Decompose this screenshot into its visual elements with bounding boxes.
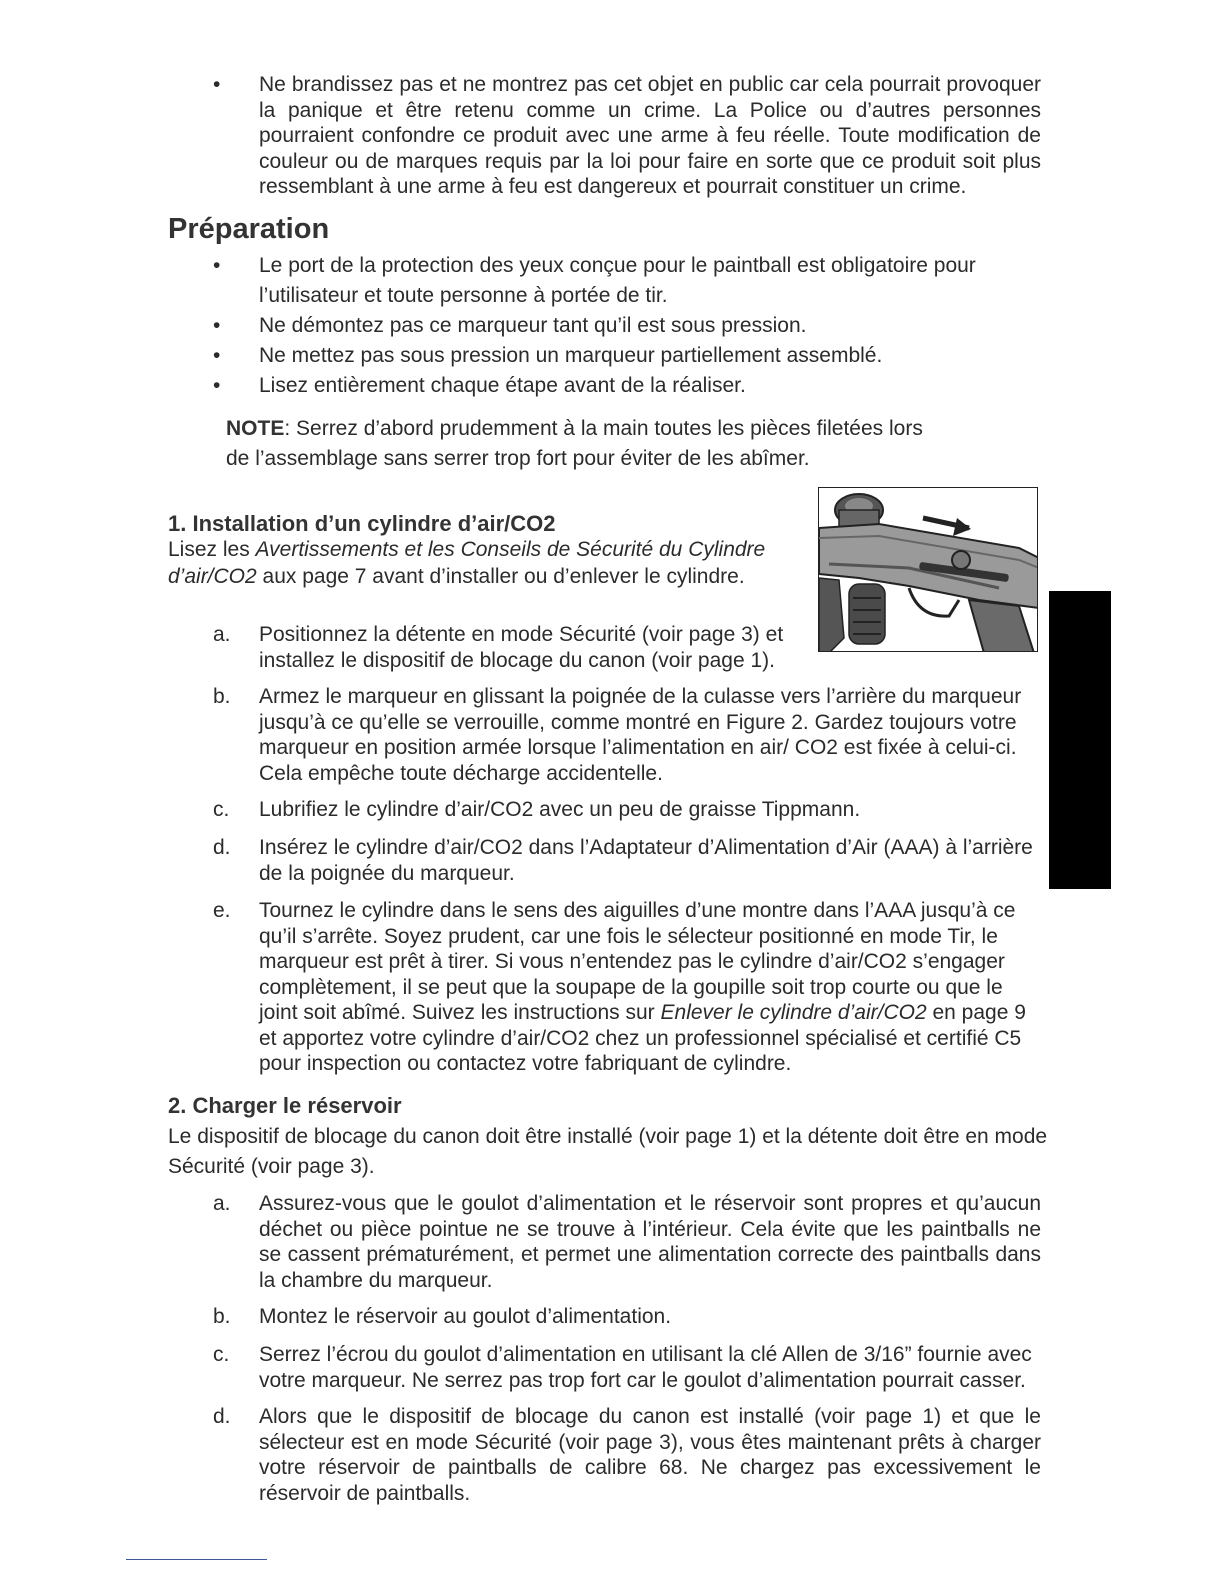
step-text: Serrez l’écrou du goulot d’alimentation en utilisant la clé Allen de 3/16” fournie avec votre marqueur. Ne serrez pas trop fort car le goulot d’alimentation pourrait casser. <box>259 1343 1032 1392</box>
step-e-text-after: en page 9 et apportez votre cylindre d’air/CO2 chez un professionnel spécialisé et certifié C5 pour inspection ou contactez votre fabriquant de cylindre. <box>259 1001 1026 1075</box>
step-text <box>259 684 1041 786</box>
step-marker: c. <box>213 1343 230 1366</box>
intro-bullet-text: Ne brandissez pas et ne montrez pas cet objet en public car cela pourrait provoquer la panique et être retenu comme un crime. La Police ou d’autres personnes pourraient confondre ce produit avec une arme à feu réelle. Toute modification de couleur ou de marques requis par la loi pour faire en sorte que ce produit soit plus ressemblant à une arme à feu est dangereux et pourrait constituer un crime. <box>259 73 1041 198</box>
bullet-marker: • <box>213 314 221 337</box>
step-text: Assurez-vous que le goulot d’alimentation et le réservoir sont propres et qu’aucun déchet ou pièce pointue ne se trouve à l’intérieur. Cela évite que les paintballs ne se cassent prématurément, et permet une alimentation correcte des paintballs dans la chambre du marqueur. <box>259 1192 1041 1292</box>
bullet-marker: • <box>213 73 221 96</box>
section2-intro: Le dispositif de blocage du canon doit être installé (voir page 1) et la détente doit être en mode Sécurité (voir page 3). <box>168 1125 1048 1178</box>
section1-title: 1. Installation d’un cylindre d’air/CO2 <box>168 511 556 536</box>
paintball-marker-illustration <box>819 488 1038 652</box>
step-marker: e. <box>213 899 231 922</box>
prep-bullet-text: Ne mettez pas sous pression un marqueur partiellement assemblé. <box>259 344 883 367</box>
step-marker: c. <box>213 798 230 821</box>
step-text <box>259 898 1041 1077</box>
bullet-marker: • <box>213 344 221 367</box>
section2-title: 2. Charger le réservoir <box>168 1093 402 1118</box>
step-e-text-before: Tournez le cylindre dans le sens des aiguilles d’une montre dans l’AAA jusqu’à ce qu’il s’arrête. Soyez prudent, car une fois le sélecteur positionné en mode Tir, le marqueur est prêt à tirer. Si vous n’entendez pas le cylindre d’air/CO2 s’engager complètement, il se peut que la soupape de la goupille soit trop courte ou que le joint soit abîmé. Suivez les instructions sur <box>259 899 1016 1024</box>
step-text: Alors que le dispositif de blocage du canon est installé (voir page 1) et que le sélecteur est en mode Sécurité (voir page 3), vous êtes maintenant prêts à charger votre réservoir de paintballs de calibre 68. Ne chargez pas excessivement le réservoir de paintballs. <box>259 1405 1041 1505</box>
step-marker: d. <box>213 1405 231 1428</box>
marker-figure <box>818 487 1038 652</box>
footer-rule <box>126 1559 267 1560</box>
step-text: Montez le réservoir au goulot d’alimentation. <box>259 1305 672 1328</box>
section1-intro-suffix: aux page 7 avant d’installer ou d’enlever le cylindre. <box>256 565 745 588</box>
section1-intro-italic: Avertissements et les Conseils de Sécurité du Cylindre d’air/CO2 <box>168 538 766 588</box>
intro-bullet <box>213 72 1041 200</box>
step-marker: b. <box>213 1305 231 1328</box>
step-marker: b. <box>213 685 231 708</box>
prep-bullet-text: Lisez entièrement chaque étape avant de la réaliser. <box>259 374 746 397</box>
step-text: Insérez le cylindre d’air/CO2 dans l’Adaptateur d’Alimentation d’Air (AAA) à l’arrière de la poignée du marqueur. <box>259 836 1033 885</box>
step-marker: d. <box>213 836 231 859</box>
step-e-text-italic: Enlever le cylindre d’air/CO2 <box>660 1001 927 1024</box>
prep-bullet-text: Le port de la protection des yeux conçue pour le paintball est obligatoire pour l’utilisateur et toute personne à portée de tir. <box>259 254 976 307</box>
note-text: : Serrez d’abord prudemment à la main toutes les pièces filetées lors de l’assemblage sans serrer trop fort pour éviter de les abîmer. <box>226 417 923 470</box>
note-label: NOTE <box>226 417 285 440</box>
preparation-title: Préparation <box>168 213 330 245</box>
step-text: Positionnez la détente en mode Sécurité (voir page 3) et installez le dispositif de blocage du canon (voir page 1). <box>259 623 784 672</box>
step-b-text: Armez le marqueur en glissant la poignée de la culasse vers l’arrière du marqueur jusqu’à ce qu’elle se verrouille, comme montré en Figure 2. Gardez toujours votre marqueur en position armée lorsque l’alimentation en air/ CO2 est fixée à celui-ci. Cela empêche toute décharge accidentelle. <box>259 685 1022 785</box>
prep-bullet-text: Ne démontez pas ce marqueur tant qu’il est sous pression. <box>259 314 807 337</box>
section1-intro <box>168 536 778 590</box>
section-side-tab <box>1049 591 1111 889</box>
step-marker: a. <box>213 623 231 646</box>
bullet-marker: • <box>213 374 221 397</box>
note-paragraph <box>226 414 946 474</box>
step-text: Lubrifiez le cylindre d’air/CO2 avec un peu de graisse Tippmann. <box>259 798 861 821</box>
step-marker: a. <box>213 1192 231 1215</box>
section1-intro-prefix: Lisez les <box>168 538 256 561</box>
bullet-marker: • <box>213 254 221 277</box>
